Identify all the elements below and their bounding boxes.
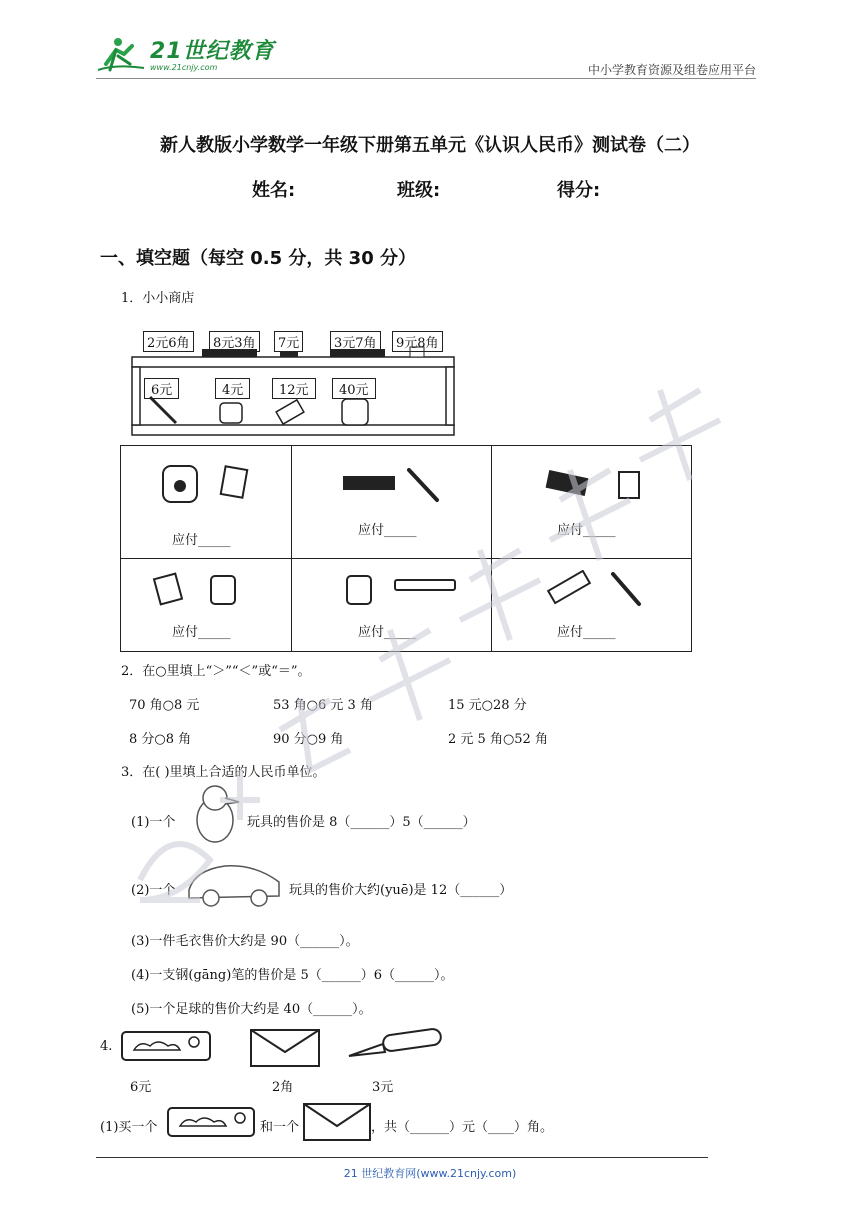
logo-url: www.21cnjy.com (150, 63, 218, 72)
compare-item[interactable]: 8 分○8 角 (129, 732, 192, 747)
logo-text: 21世纪教育 (150, 39, 275, 64)
score-label: 得分: (557, 180, 601, 201)
book-and-cup-icon (151, 570, 251, 610)
pay-blank[interactable]: 应付_____ (358, 523, 417, 538)
compare-item[interactable]: 53 角○6 元 3 角 (273, 698, 373, 713)
question-3-label: 3．在( )里填上合适的人民币单位。 (121, 765, 326, 780)
pay-blank[interactable]: 应付_____ (557, 523, 616, 538)
question-4-label: 4. (100, 1039, 113, 1054)
compare-item[interactable]: 70 角○8 元 (129, 698, 200, 713)
chocolate-and-book-icon (541, 466, 651, 506)
price-tag: 4元 (215, 378, 250, 399)
toy-car-icon (185, 852, 285, 910)
q3-item-5[interactable]: (5)一个足球的售价大约是 40（______）。 (131, 1002, 372, 1017)
price-tag: 3元7角 (330, 331, 381, 352)
compare-item[interactable]: 15 元○28 分 (448, 698, 527, 713)
page-title: 新人教版小学数学一年级下册第五单元《认识人民币》测试卷（二） (160, 135, 700, 156)
price-tag: 9元8角 (392, 331, 443, 352)
pay-blank[interactable]: 应付_____ (172, 625, 231, 640)
compare-item[interactable]: 2 元 5 角○52 角 (448, 732, 548, 747)
class-label: 班级: (397, 180, 441, 201)
question-1-label: 1．小小商店 (121, 291, 195, 306)
pencilbox-and-pencil-icon (541, 570, 651, 610)
q4-item-1a: (1)买一个 (100, 1120, 158, 1135)
q4-item-1b: 和一个 (260, 1120, 300, 1135)
compare-item[interactable]: 90 分○9 角 (273, 732, 344, 747)
chocolate-and-pencil-icon (341, 466, 451, 506)
price-tag: 40元 (332, 378, 376, 399)
q3-item-1b[interactable]: 玩具的售价是 8（______）5（______） (247, 815, 476, 830)
question-2-label: 2．在○里填上“＞”“＜”或“＝”。 (121, 664, 311, 679)
item-price: 3元 (372, 1080, 394, 1095)
item-price: 2角 (272, 1080, 294, 1095)
cup-and-toothpaste-icon (343, 570, 463, 610)
penguin-toy-icon (185, 782, 245, 844)
answer-grid (120, 445, 692, 652)
name-label: 姓名: (252, 180, 296, 201)
fountain-pen-icon (345, 1026, 445, 1062)
section-heading: 一、填空题（每空 0.5 分，共 30 分） (100, 248, 417, 269)
q3-item-3[interactable]: (3)一件毛衣售价大约是 90（______）。 (131, 934, 359, 949)
q3-item-2a: (2)一个 (131, 883, 176, 898)
footer-divider (96, 1157, 708, 1158)
price-tag: 6元 (144, 378, 179, 399)
pay-blank[interactable]: 应付_____ (358, 625, 417, 640)
item-price: 6元 (130, 1080, 152, 1095)
q4-item-1c[interactable]: ，共（______）元（____）角。 (371, 1120, 554, 1135)
pay-blank[interactable]: 应付_____ (172, 533, 231, 548)
pay-blank[interactable]: 应付_____ (557, 625, 616, 640)
backpack-and-book-icon (159, 460, 249, 510)
q3-item-2b[interactable]: 玩具的售价大约(yuē)是 12（______） (289, 883, 513, 898)
pencil-case-icon (166, 1104, 258, 1140)
price-tag: 8元3角 (209, 331, 260, 352)
price-tag: 2元6角 (143, 331, 194, 352)
q3-item-4[interactable]: (4)一支钢(gāng)笔的售价是 5（______）6（______）。 (131, 968, 454, 983)
q3-item-1a: (1)一个 (131, 815, 176, 830)
price-tag: 7元 (274, 331, 303, 352)
footer-link[interactable]: 21 世纪教育网(www.21cnjy.com) (343, 1167, 517, 1180)
envelope-icon (302, 1102, 372, 1142)
platform-label: 中小学教育资源及组卷应用平台 (587, 63, 756, 77)
header-divider (96, 78, 756, 79)
envelope-icon (249, 1028, 321, 1068)
pencil-case-icon (120, 1028, 214, 1064)
price-tag: 12元 (272, 378, 316, 399)
